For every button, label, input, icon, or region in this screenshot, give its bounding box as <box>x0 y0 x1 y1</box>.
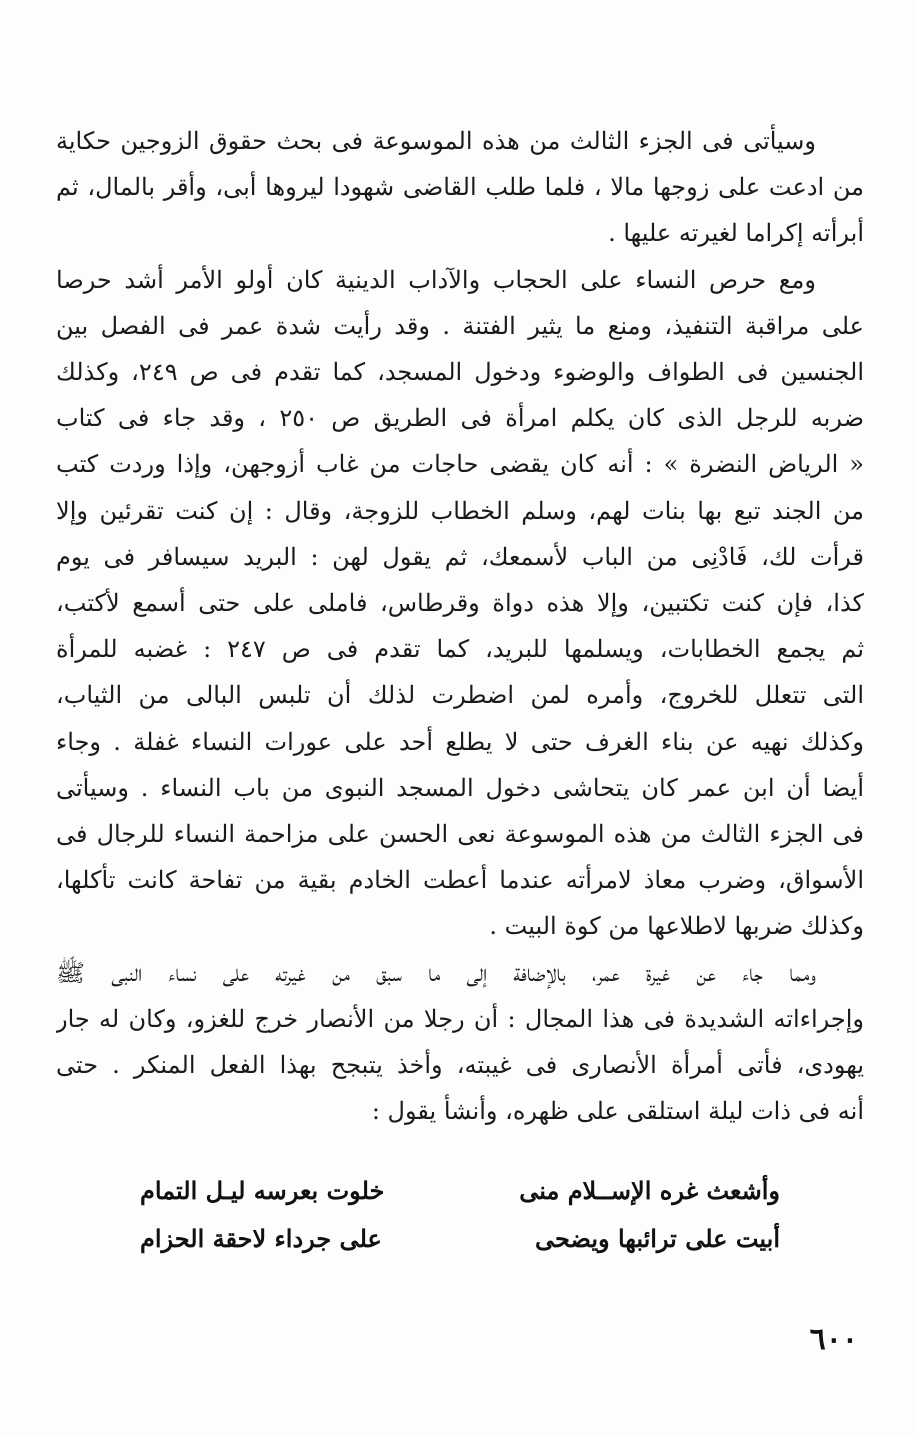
text-line: وإجراءاته الشديدة فى هذا المجال : أن رجلا من الأنصار خرج للغزو، وكان له جار <box>56 1004 864 1033</box>
text-line: ضربه للرجل الذى كان يكلم امرأة فى الطريق ص ٢٥٠ ، وقد جاء فى كتاب <box>56 404 864 433</box>
text-line: قرأت لك، فَادْنِى من الباب لأسمعك، ثم يقول لهن : البريد سيسافر فى يوم <box>56 542 864 571</box>
text-line: أبرأته إكراما لغيرته عليها . <box>608 219 864 248</box>
text-line: كذا، فإن كنت تكتبين، وإلا هذه دواة وقرطاس، فاملى على حتى أسمع لأكتب، <box>56 589 864 617</box>
text-line: التى تتعلل للخروج، وأمره لمن اضطرت لذلك أن تلبس البالى من الثياب، <box>56 681 864 710</box>
poem-verse <box>140 1168 780 1214</box>
text-line: « الرياض النضرة » : أنه كان يقضى حاجات من غاب أزوجهن، وإذا وردت كتب <box>56 450 864 479</box>
verse-first-hemistich: أبيت على ترائبها ويضحى <box>535 1224 780 1253</box>
text-line: أيضا أن ابن عمر كان يتحاشى دخول المسجد النبوى من باب النساء . وسيأتى <box>56 773 864 802</box>
text-line: وكذلك ضربها لاطلاعها من كوة البيت . <box>489 912 864 941</box>
text-line: ومما جاء عن غيرة عمر، بالإضافة إلى ما سبق من غيرته على نساء النبى ﷺ <box>56 958 816 987</box>
text-line: فى الجزء الثالث من هذه الموسوعة نعى الحسن على مزاحمة النساء للرجال فى <box>56 820 864 848</box>
text-line: الجنسين فى الطواف والوضوء ودخول المسجد، كما تقدم فى ص ٢٤٩، وكذلك <box>56 358 864 386</box>
text-line: وسيأتى فى الجزء الثالث من هذه الموسوعة فى بحث حقوق الزوجين حكاية <box>56 127 817 155</box>
verse-second-hemistich: على جرداء لاحقة الحزام <box>140 1224 382 1253</box>
poem-verse <box>140 1216 780 1262</box>
text-line: من ادعت على زوجها مالا ، فلما طلب القاضى شهودا ليروها أبى، وأقر بالمال، ثم <box>56 173 864 202</box>
text-line: من الجند تبع بها بنات لهم، وسلم الخطاب للزوجة، وقال : إن كنت تقرئين وإلا <box>56 496 864 525</box>
text-line: ومع حرص النساء على الحجاب والآداب الدينية كان أولو الأمر أشد حرصا <box>56 265 816 294</box>
text-line: على مراقبة التنفيذ، ومنع ما يثير الفتنة . وقد رأيت شدة عمر فى الفصل بين <box>56 311 864 340</box>
text-line: الأسواق، وضرب معاذ لامرأته عندما أعطت الخادم بقية من تفاحة كانت تأكلها، <box>56 866 864 895</box>
verse-first-hemistich: وأشعث غره الإســلام منى <box>519 1176 780 1205</box>
page-number: ٦٠٠ <box>809 1322 858 1357</box>
verse-second-hemistich: خلوت بعرسه ليـل التمام <box>140 1176 385 1205</box>
text-line: وكذلك نهيه عن بناء الغرف حتى لا يطلع أحد على عورات النساء غفلة . وجاء <box>56 727 864 756</box>
text-line: يهودى، فأتى أمرأة الأنصارى فى غيبته، وأخذ يتبجح بهذا الفعل المنكر . حتى <box>56 1051 864 1079</box>
text-line: ثم يجمع الخطابات، ويسلمها للبريد، كما تقدم فى ص ٢٤٧ : غضبه للمرأة <box>56 635 864 664</box>
text-line: أنه فى ذات ليلة استلقى على ظهره، وأنشأ يقول : <box>371 1097 864 1126</box>
